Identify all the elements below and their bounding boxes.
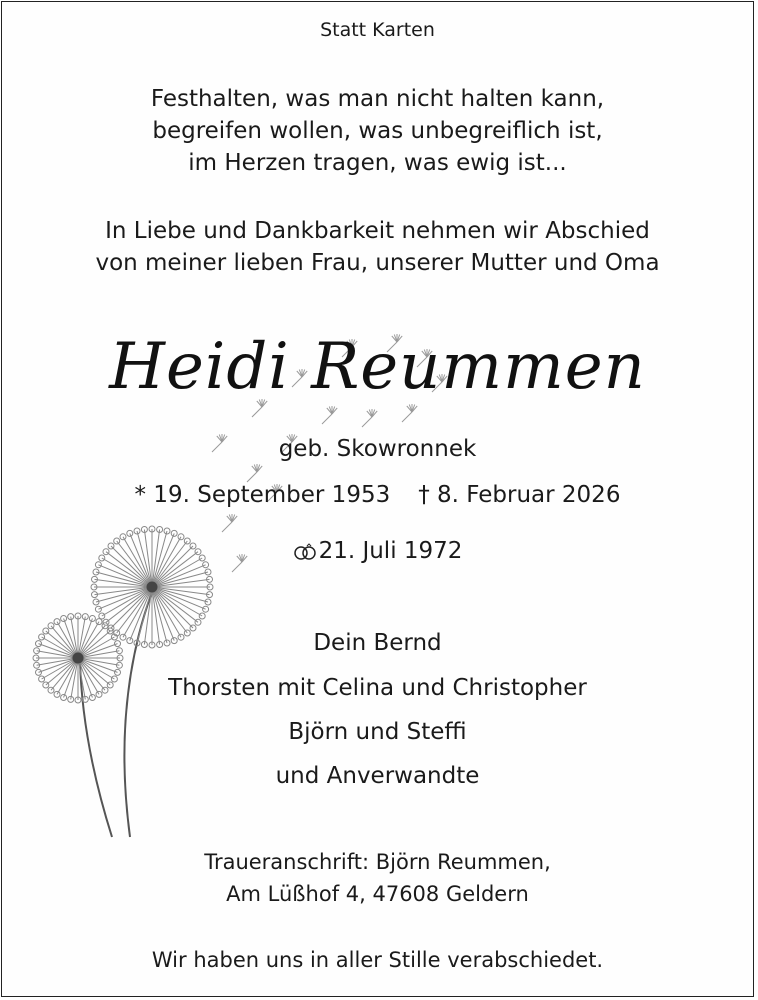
mourner-line-1: Dein Bernd bbox=[313, 630, 442, 656]
life-dates bbox=[2, 482, 753, 508]
wedding-date: 21. Juli 1972 bbox=[318, 538, 463, 564]
deceased-name: Heidi Reummen bbox=[109, 330, 646, 404]
poem-line-3: im Herzen tragen, was ewig ist... bbox=[188, 150, 567, 176]
death-date: † 8. Februar 2026 bbox=[418, 482, 621, 508]
maiden-name: geb. Skowronnek bbox=[278, 436, 477, 462]
mourner-line-2: Thorsten mit Celina und Christopher bbox=[168, 675, 587, 701]
mourner-line-3: Björn und Steffi bbox=[288, 719, 467, 745]
address-line-2: Am Lüßhof 4, 47608 Geldern bbox=[226, 882, 529, 906]
statt-karten-heading: Statt Karten bbox=[320, 19, 435, 41]
birth-date: * 19. September 1953 bbox=[134, 482, 391, 508]
intro-line-2: von meiner lieben Frau, unserer Mutter und Oma bbox=[95, 250, 660, 276]
wedding-rings-icon bbox=[293, 543, 317, 561]
closing-text: Wir haben uns in aller Stille verabschiedet. bbox=[151, 948, 604, 972]
address-line-1: Traueranschrift: Björn Reummen, bbox=[204, 850, 551, 874]
obituary-card bbox=[1, 1, 754, 997]
intro-line-1: In Liebe und Dankbarkeit nehmen wir Abschied bbox=[105, 218, 650, 244]
poem-line-2: begreifen wollen, was unbegreiflich ist, bbox=[152, 118, 603, 144]
mourner-line-4: und Anverwandte bbox=[275, 763, 480, 789]
poem-line-1: Festhalten, was man nicht halten kann, bbox=[150, 86, 605, 112]
wedding-line bbox=[2, 538, 753, 564]
